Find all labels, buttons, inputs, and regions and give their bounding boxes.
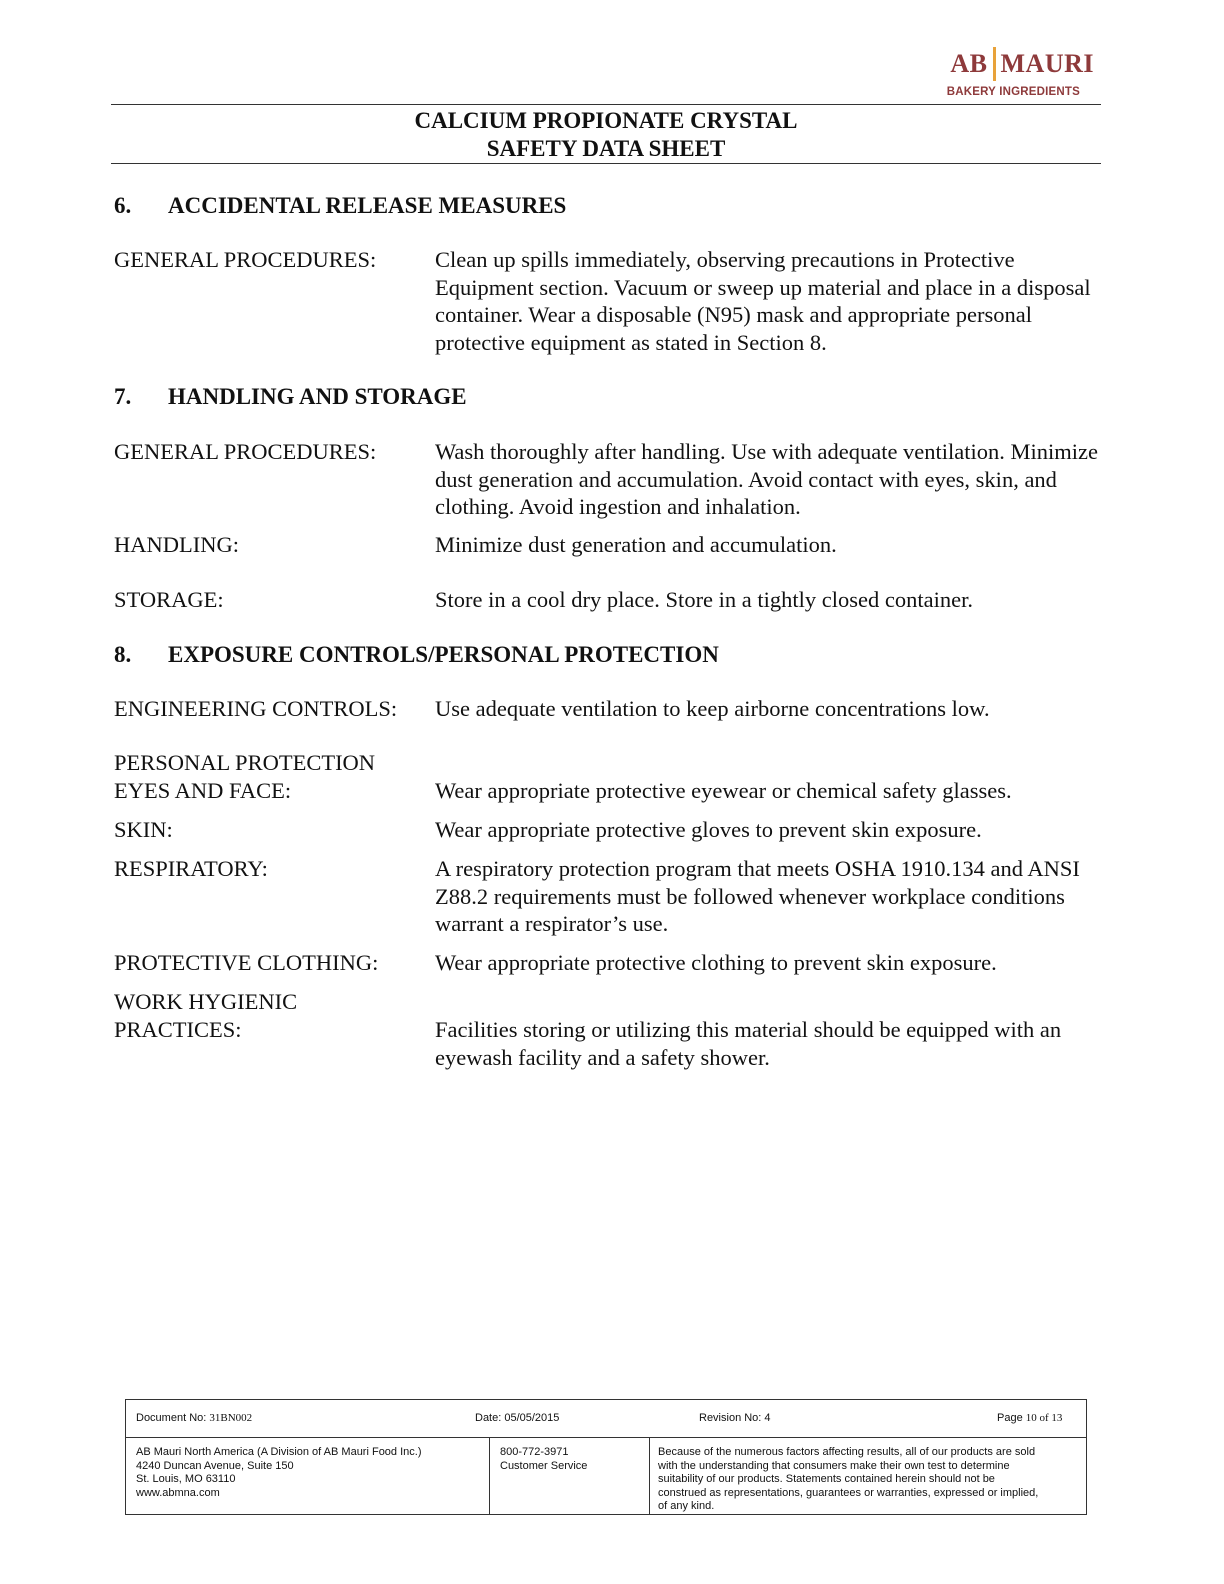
- footer-disclaimer-line5: of any kind.: [658, 1500, 715, 1512]
- logo-divider: [993, 47, 996, 81]
- footer-page: [997, 1412, 1062, 1424]
- logo-wordmark: [950, 44, 1094, 84]
- s7-storage-label: STORAGE:: [114, 587, 224, 612]
- section-6-heading: [114, 192, 566, 220]
- s7-handling-label: HANDLING:: [114, 532, 239, 557]
- s8-eyes-label: EYES AND FACE:: [114, 778, 292, 803]
- s8-eyes-text: Wear appropriate protective eyewear or chemical safety glasses.: [435, 778, 1012, 803]
- s8-engineering-text: Use adequate ventilation to keep airborne concentrations low.: [435, 696, 990, 721]
- s7-handling-text: Minimize dust generation and accumulation.: [435, 532, 837, 557]
- s8-skin-label: SKIN:: [114, 817, 173, 842]
- footer-company-line4: www.abmna.com: [136, 1486, 220, 1499]
- document-footer: [125, 1399, 1087, 1515]
- footer-phone: 800-772-3971: [500, 1446, 569, 1458]
- footer-doc-no-value: 31BN002: [209, 1412, 253, 1424]
- s8-respiratory-text: A respiratory protection program that meets OSHA 1910.134 and ANSI Z88.2 requirements must be followed whenever workplace conditions warrant a respirator’s use.: [435, 856, 1080, 936]
- document-title-line2: SAFETY DATA SHEET: [486, 136, 726, 161]
- section-8-title: EXPOSURE CONTROLS/PERSONAL PROTECTION: [168, 642, 719, 667]
- s8-clothing-text: Wear appropriate protective clothing to prevent skin exposure.: [435, 950, 997, 975]
- s8-hygiene-text: Facilities storing or utilizing this material should be equipped with an eyewash facility and a safety shower.: [435, 1017, 1062, 1070]
- company-logo: [934, 44, 1094, 104]
- footer-phone-label: Customer Service: [500, 1459, 588, 1472]
- footer-disclaimer-line2: with the understanding that consumers make their own test to determine: [658, 1459, 1010, 1472]
- logo-mauri-text: MAURI: [1000, 49, 1094, 78]
- footer-disclaimer-line3: suitability of our products. Statements contained herein should not be: [658, 1473, 995, 1485]
- section-7-title: HANDLING AND STORAGE: [168, 384, 467, 409]
- section-6-title: ACCIDENTAL RELEASE MEASURES: [168, 193, 567, 218]
- s7-storage-text: Store in a cool dry place. Store in a tightly closed container.: [435, 587, 973, 612]
- footer-company-line3: St. Louis, MO 63110: [136, 1473, 236, 1485]
- s6-general-text: Clean up spills immediately, observing precautions in Protective Equipment section. Vacuum or sweep up material and place in a disposal container. Wear a disposable (N95) mask and appropriate personal protective equipment as stated in Section 8.: [435, 247, 1091, 355]
- section-7-heading: [114, 383, 467, 411]
- s8-ppe-label: PERSONAL PROTECTION: [114, 750, 376, 775]
- footer-doc-no-label: Document No:: [136, 1412, 207, 1424]
- footer-revision: Revision No: 4: [699, 1412, 771, 1424]
- footer-disclaimer-line4: construed as representations, guarantees or warranties, expressed or implied,: [658, 1486, 1039, 1499]
- s8-hygiene-label-1: WORK HYGIENIC: [114, 989, 298, 1014]
- s8-hygiene-label-2: PRACTICES:: [114, 1017, 242, 1042]
- s8-engineering-label: ENGINEERING CONTROLS:: [114, 696, 398, 721]
- s8-clothing-label: PROTECTIVE CLOTHING:: [114, 950, 379, 975]
- logo-ab-text: AB: [950, 49, 988, 78]
- footer-page-label: Page: [997, 1412, 1023, 1424]
- s7-general-label: GENERAL PROCEDURES:: [114, 439, 377, 464]
- section-6-number: 6.: [114, 193, 132, 218]
- s8-respiratory-label: RESPIRATORY:: [114, 856, 268, 881]
- document-title-line1: CALCIUM PROPIONATE CRYSTAL: [414, 108, 798, 133]
- footer-date: Date: 05/05/2015: [475, 1412, 560, 1424]
- header-rule-top: [111, 104, 1101, 105]
- footer-divider-2: [649, 1437, 650, 1514]
- footer-company-line2: 4240 Duncan Avenue, Suite 150: [136, 1459, 294, 1472]
- footer-divider-1: [489, 1437, 490, 1514]
- header-rule-bottom: [111, 163, 1101, 164]
- footer-disclaimer-line1: Because of the numerous factors affecting results, all of our products are sold: [658, 1446, 1036, 1458]
- section-7-number: 7.: [114, 384, 132, 409]
- s7-general-text: Wash thoroughly after handling. Use with adequate ventilation. Minimize dust generation and accumulation. Avoid contact with eyes, skin, and clothing. Avoid ingestion and inhalation.: [435, 439, 1099, 519]
- footer-doc-no: [136, 1412, 252, 1424]
- s8-skin-text: Wear appropriate protective gloves to prevent skin exposure.: [435, 817, 982, 842]
- section-8-heading: [114, 641, 719, 669]
- footer-meta-row: [126, 1400, 1086, 1438]
- s6-general-label: GENERAL PROCEDURES:: [114, 247, 377, 272]
- footer-phone-block: [500, 1446, 587, 1473]
- section-8-number: 8.: [114, 642, 132, 667]
- footer-page-value: 10 of 13: [1025, 1412, 1063, 1424]
- logo-tagline: BAKERY INGREDIENTS: [946, 86, 1080, 98]
- footer-disclaimer: [658, 1446, 1038, 1514]
- footer-company-block: [136, 1446, 422, 1500]
- footer-company-line1: AB Mauri North America (A Division of AB Mauri Food Inc.): [136, 1446, 422, 1458]
